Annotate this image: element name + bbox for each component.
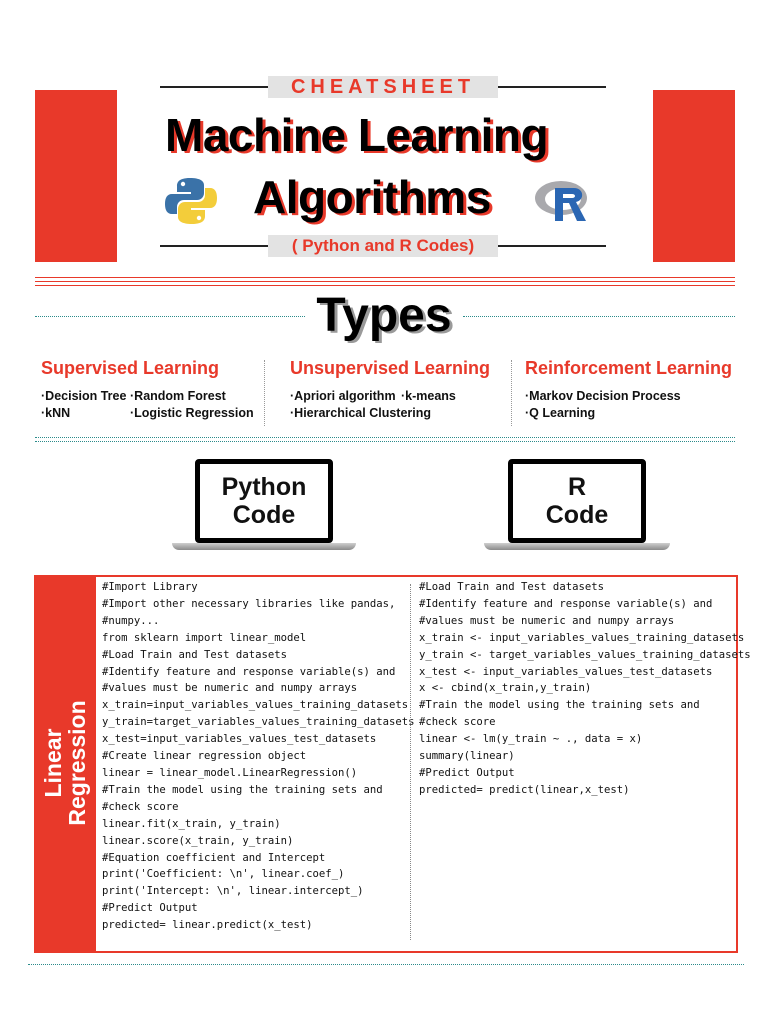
dotted-divider (35, 437, 735, 438)
code-line: x_test=input_variables_values_test_datasets (102, 733, 377, 746)
list-item: ·Q Learning (525, 406, 596, 420)
code-line: #values must be numeric and numpy arrays (102, 682, 358, 695)
code-line: x_train <- input_variables_values_training_datasets (419, 631, 745, 644)
r-code-block (419, 579, 751, 799)
code-line: print('Coefficient: \n', linear.coef_) (102, 868, 345, 881)
subtitle: ( Python and R Codes) (291, 236, 475, 255)
code-line: x_train=input_variables_values_training_datasets (102, 699, 409, 712)
divider (35, 285, 735, 286)
red-accent-block-right (653, 90, 735, 262)
section-label: Linear Regression (40, 700, 90, 826)
header-rule (160, 86, 268, 88)
list-item: ·Random Forest (130, 389, 226, 403)
list-item: ·Logistic Regression (130, 406, 254, 420)
code-line: #numpy... (102, 614, 160, 627)
python-code-laptop-screen: Python Code (195, 459, 333, 543)
page-title-line-2: Algorithms (253, 171, 491, 223)
r-logo-icon (534, 178, 594, 224)
code-line: summary(linear) (419, 750, 515, 763)
unsupervised-learning-heading: Unsupervised Learning (290, 358, 491, 378)
code-line: predicted= predict(linear,x_test) (419, 783, 630, 796)
code-line: #values must be numeric and numpy arrays (419, 614, 675, 627)
page-title-line-1: Machine Learning (165, 109, 549, 161)
list-item: ·Apriori algorithm (290, 389, 396, 403)
list-item: ·Hierarchical Clustering (290, 406, 432, 420)
red-accent-block-left (35, 90, 117, 262)
reinforcement-learning-column (525, 358, 745, 424)
reinforcement-learning-heading: Reinforcement Learning (525, 358, 733, 378)
code-line: #Predict Output (102, 902, 198, 915)
list-item: ·kNN (41, 406, 71, 420)
code-column-divider (410, 584, 411, 940)
code-line: #Predict Output (419, 766, 515, 779)
code-line: #Load Train and Test datasets (102, 648, 287, 661)
divider (35, 281, 735, 282)
code-line: linear.fit(x_train, y_train) (102, 817, 281, 830)
code-line: #Create linear regression object (102, 750, 307, 763)
code-line: #Identify feature and response variable(s) and (102, 665, 396, 678)
code-line: y_train=target_variables_values_training_datasets (102, 716, 415, 729)
code-line: #Train the model using the training sets and (102, 783, 383, 796)
code-line: #check score (419, 716, 496, 729)
code-line: y_train <- target_variables_values_training_datasets (419, 648, 751, 661)
supervised-learning-heading: Supervised Learning (41, 358, 220, 378)
code-line: #Identify feature and response variable(s) and (419, 597, 713, 610)
code-line: #Equation coefficient and Intercept (102, 851, 326, 864)
code-line: from sklearn import linear_model (102, 631, 307, 644)
code-line: #Load Train and Test datasets (419, 581, 604, 593)
header-rule (498, 86, 606, 88)
divider (35, 277, 735, 278)
column-divider (264, 360, 265, 426)
laptop-base (484, 543, 670, 550)
code-line: x_test <- input_variables_values_test_datasets (419, 665, 713, 678)
column-divider (511, 360, 512, 426)
code-line: #Import Library (102, 581, 198, 593)
supervised-learning-column (41, 358, 263, 424)
list-item: ·Decision Tree (41, 389, 127, 403)
code-line: linear.score(x_train, y_train) (102, 834, 294, 847)
laptop-base (172, 543, 356, 550)
code-line: linear <- lm(y_train ~ ., data = x) (419, 733, 643, 746)
r-code-laptop-screen: R Code (508, 459, 646, 543)
types-heading: Types (316, 289, 452, 342)
subtitle-box (268, 235, 498, 257)
python-code-block (102, 579, 415, 934)
code-line: #Import other necessary libraries like pandas, (102, 597, 396, 610)
code-line: linear = linear_model.LinearRegression() (102, 766, 358, 779)
dotted-divider (35, 441, 735, 442)
unsupervised-learning-column (290, 358, 510, 424)
header-rule (498, 245, 606, 247)
code-line: print('Intercept: \n', linear.intercept_) (102, 885, 364, 898)
cheatsheet-label-box (268, 76, 498, 98)
cheatsheet-label: CHEATSHEET (290, 75, 476, 98)
python-logo-icon (164, 176, 218, 226)
code-line: x <- cbind(x_train,y_train) (419, 682, 592, 695)
list-item: ·Markov Decision Process (525, 389, 681, 403)
code-line: predicted= linear.predict(x_test) (102, 919, 313, 932)
code-line: #check score (102, 800, 179, 813)
code-line: #Train the model using the training sets and (419, 699, 700, 712)
list-item: ·k-means (401, 389, 456, 403)
header-rule (160, 245, 268, 247)
dotted-divider (28, 964, 744, 965)
